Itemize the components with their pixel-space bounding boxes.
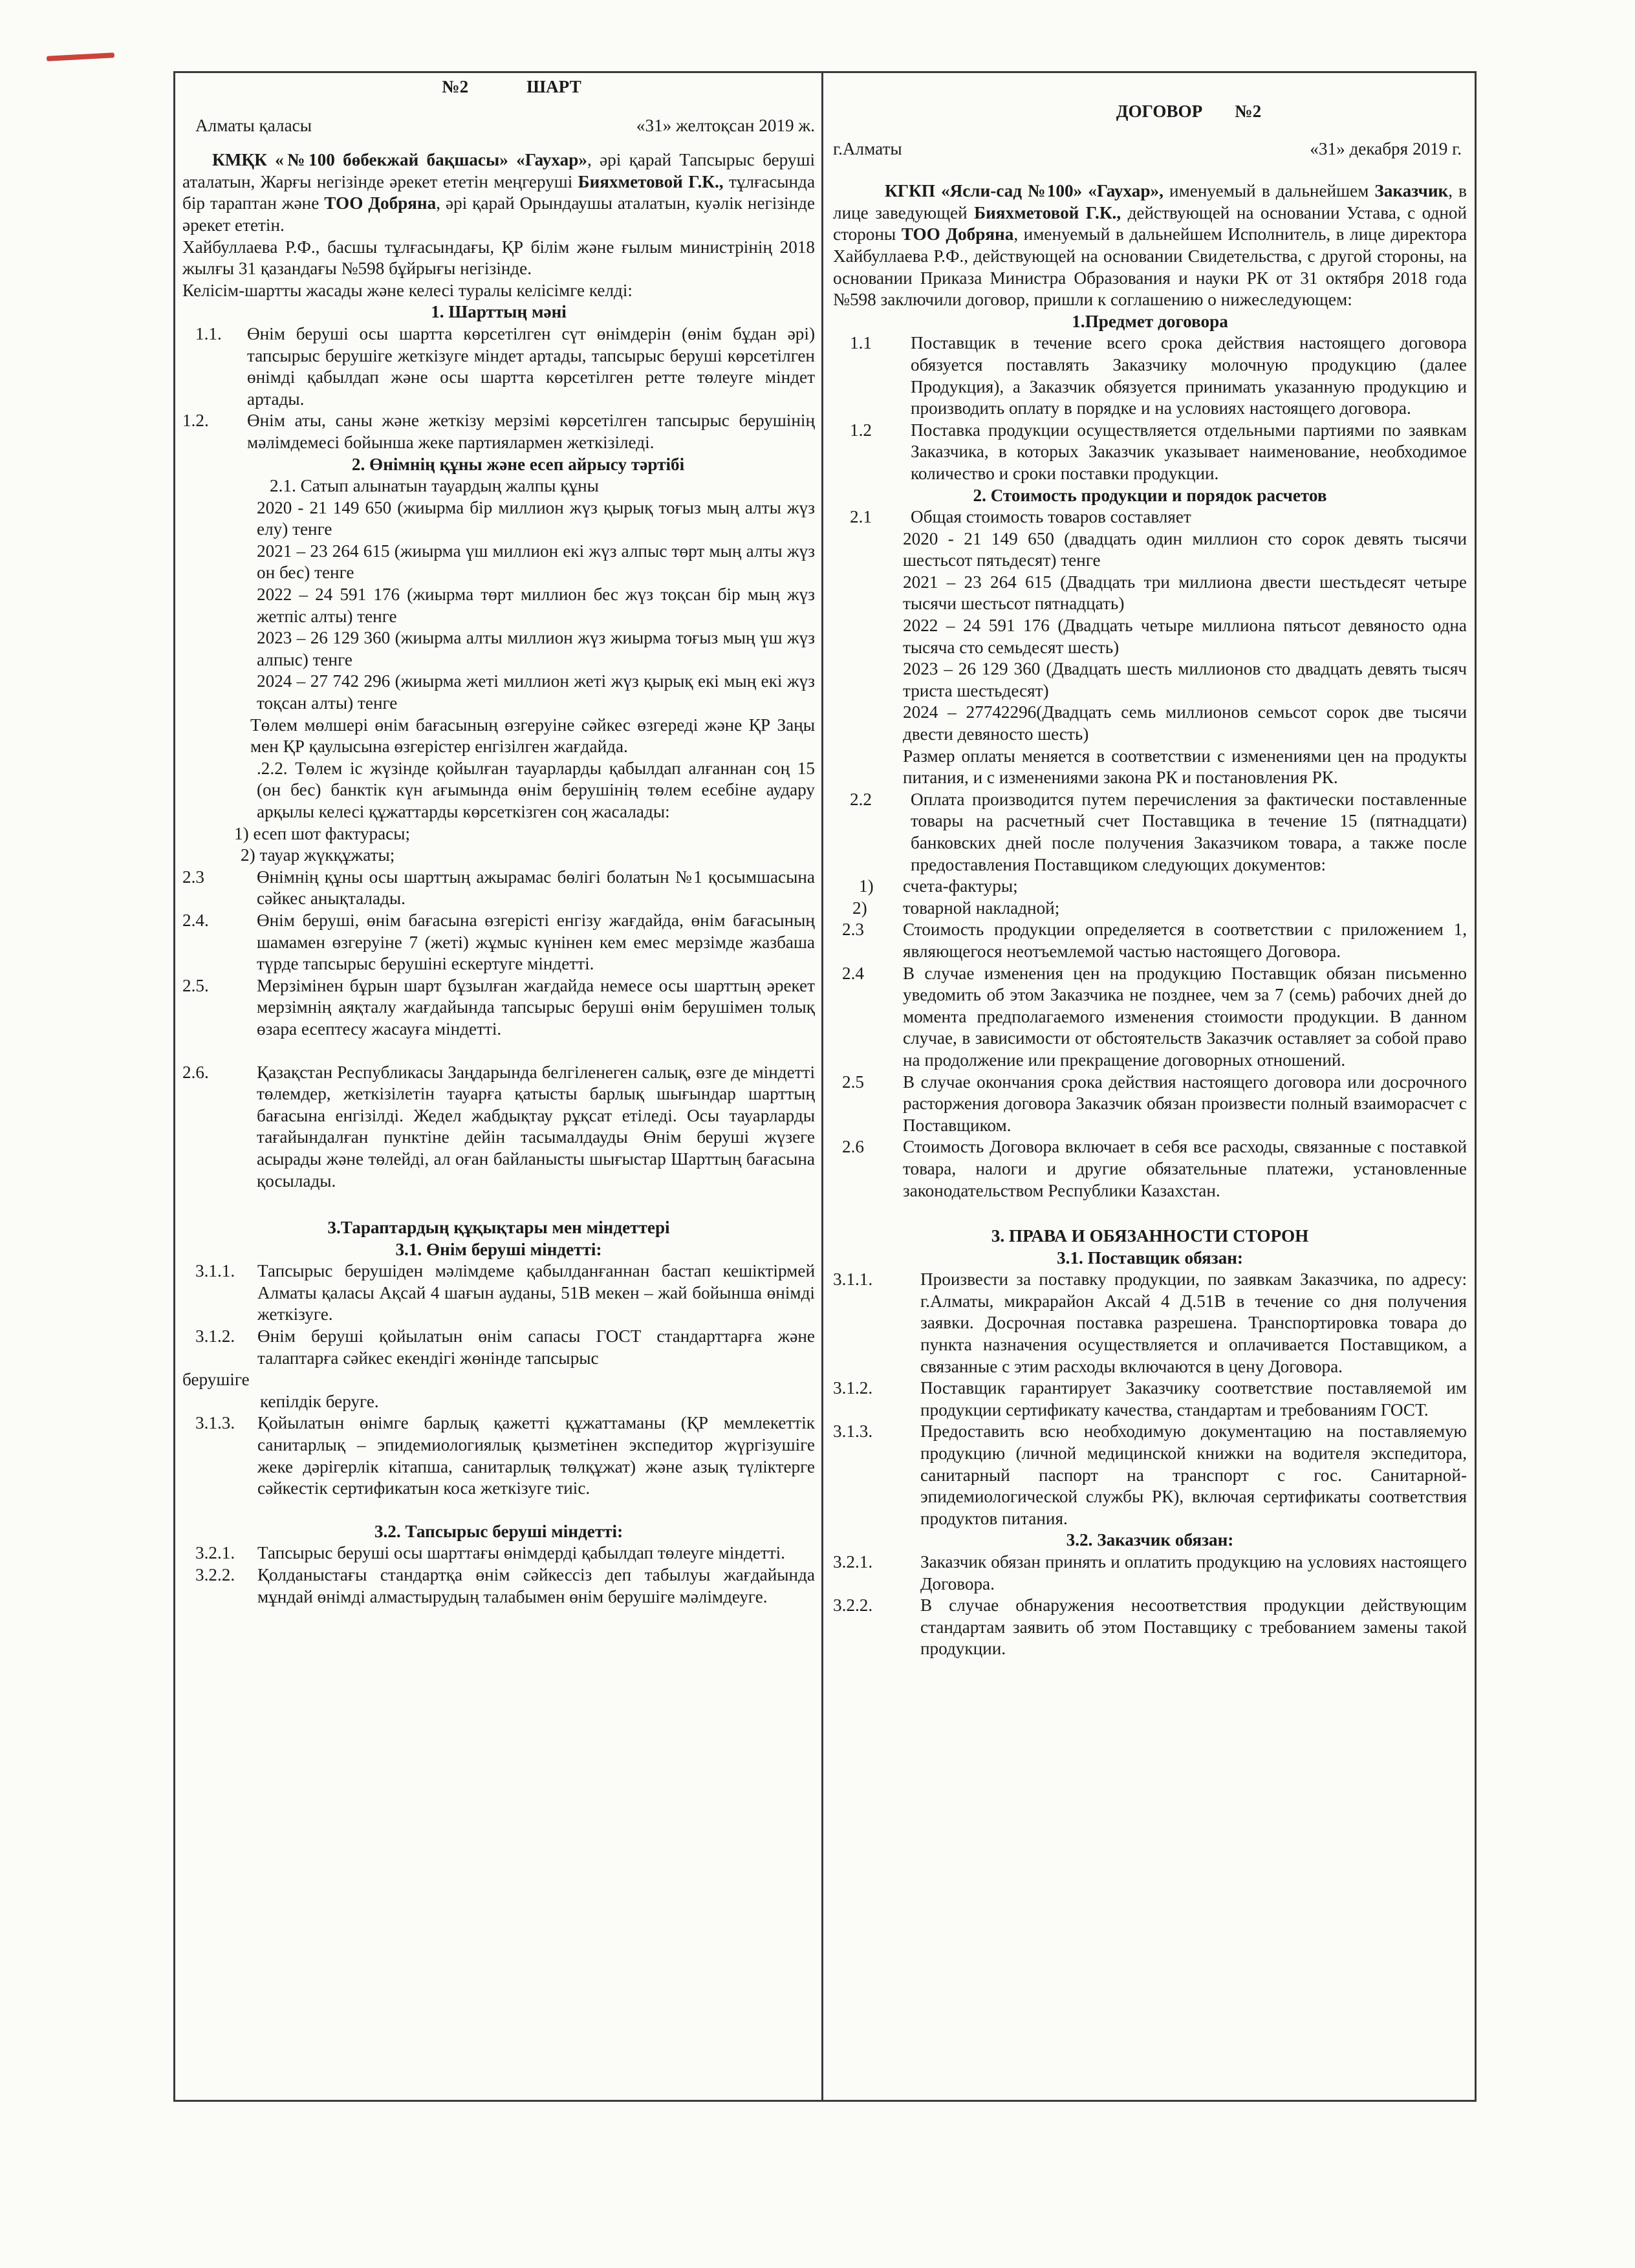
year-2023-kz: 2023 – 26 129 360 (жиырма алты миллион жүз жиырма тоғыз мың үш жүз алпыс) тенге <box>257 628 815 669</box>
intro-agree-kz: Келісім-шартты жасады және келесі туралы келісімге келді: <box>182 280 633 300</box>
clause-3-2-2-ru: 3.2.2. В случае обнаружения несоответствия продукции действующим стандартам заявить об этом Поставщику с требованием замены такой продукции. <box>833 1595 1467 1659</box>
year-2024-ru: 2024 – 27742296(Двадцать семь миллионов семьсот сорок две тысячи двести девяносто шесть) <box>903 702 1467 744</box>
year-2020-kz: 2020 - 21 149 650 (жиырма бір миллион жүз қырық тоғыз мың алты жүз елу) тенге <box>257 497 815 539</box>
place-date-ru <box>833 138 1467 160</box>
place-date-kz <box>182 115 815 137</box>
clause-3-1-2-ru: 3.1.2. Поставщик гарантирует Заказчику соответствие поставляемой им продукции сертификату качества, стандартам и требованиям ГОСТ. <box>833 1378 1467 1420</box>
date-kz: «31» желтоқсан 2019 ж. <box>636 115 815 135</box>
clause-2-1-kz: 2.1. Сатып алынатын тауардың жалпы құны <box>270 476 599 496</box>
section-3-1-title-ru: 3.1. Поставщик обязан: <box>1057 1247 1243 1268</box>
city-kz: Алматы қаласы <box>195 115 312 135</box>
contract-number-kz: №2 <box>442 77 469 96</box>
section-2-body-kz <box>182 475 815 823</box>
russian-column <box>833 76 1467 1660</box>
clause-2-4-kz: 2.4. Өнім беруші, өнім бағасына өзгерісті енгізу жағдайда, өнім бағасының шамамен өзгеруіне 7 (жеті) жұмыс күнінен кем емес мерзімде жазбаша түрде тапсырыс берушіні ескертуге міндетті. <box>182 910 815 974</box>
doc-waybill-ru: 2) товарной накладной; <box>852 898 1060 918</box>
section-2-years-ru <box>833 528 1467 789</box>
clause-1-1-ru: 1.1 Поставщик в течение всего срока действия настоящего договора обязуется поставлять Заказчику молочную продукцию (далее Продукция), а Заказчик обязуется принимать указанную продукцию и производить оплату в порядке и на условиях настоящего договора. <box>850 333 1467 418</box>
doc-waybill-kz: 2) тауар жүкқұжаты; <box>241 845 395 865</box>
clause-3-1-3-kz: 3.1.3. Қойылатын өнімге барлық қажетті құжаттаманы (ҚР мемлекеттік санитарлық – эпидемиологиялық қызметінен экспедитор жүргізушіге жеке дәрігерлік кітапша, санитарлық төлқұжат) және азық түліктерге сәйкестік сертификатын коса жеткізуге тиіс. <box>195 1413 815 1498</box>
clause-3-1-2-end-kz: кепілдік беруге. <box>260 1391 379 1411</box>
contract-title-ru <box>833 101 1467 123</box>
section-3-title-ru: 3. ПРАВА И ОБЯЗАННОСТИ СТОРОН <box>991 1226 1309 1246</box>
clause-2-5-ru: 2.5 В случае окончания срока действия настоящего договора или досрочного расторжения договора Заказчик обязан произвести полный взаиморасчет с Поставщиком. <box>842 1072 1467 1135</box>
year-2022-kz: 2022 – 24 591 176 (жиырма төрт миллион бес жүз тоқсан бір мың жүз жетпіс алты) тенге <box>257 585 815 626</box>
contract-word-kz: ШАРТ <box>526 77 581 96</box>
contract-number-ru: №2 <box>1235 102 1262 121</box>
clause-2-6-kz: 2.6. Қазақстан Республикасы Заңдарында белгіленеген салық, өзге де міндетті төлемдер, жеткізілетін тауарға қатысты барлық шығындар шарттың бағасына енгізілді. Жедел жабдықтау рұқсат етіледі. Осы тауарларды тағайындалған пунктіне дейін тасымалдауды Өнім беруші жүзеге асырады және төлейді, ал оған байланысты шығыстар Шарттың бағасына қосылады. <box>182 1062 815 1191</box>
clause-2-4-ru: 2.4 В случае изменения цен на продукцию Поставщик обязан письменно уведомить об этом Заказчика не позднее, чем за 7 (семь) рабочих дней до момента предполагаемого изменения стоимости продукции. В данном случае, в зависимости от обстоятельств Заказчик оставляет за собой право на продолжение или прекращение договорных отношений. <box>842 963 1467 1070</box>
section-3-title-kz: 3.Тараптардың құқықтары мен міндеттері <box>327 1218 670 1238</box>
clause-3-1-3-ru: 3.1.3. Предоставить всю необходимую документацию на поставляемую продукцию (личной медицинской книжки на водителя экспедитора, санитарный паспорт на транспорт с гос. Санитарной-эпидемиологической службы РК), включая сертификаты соответствия продуктов питания. <box>833 1421 1467 1528</box>
clause-2-2-ru: 2.2 Оплата производится путем перечисления за фактически поставленные товары на расчетный счет Поставщика в течение 15 (пятнадцати) банковских дней после получения Заказчиком товара, а также после предоставления Поставщиком следующих документов: <box>850 789 1467 874</box>
clause-2-2-kz: .2.2. Төлем іс жүзінде қойылған тауарларды қабылдап алғаннан соң 15 (он бес) банктік күн ағымында өнім берушінің төлем есебіне аудару арқылы келесі құжаттарды көрсеткізген соң жасалады: <box>257 758 815 821</box>
intro-ru: КГКП «Ясли-сад №100» «Гаухар», именуемый в дальнейшем Заказчик, в лице заведующей Бияхметовой Г.К., действующей на основании Устава, с одной стороны ТОО Добряна, именуемый в дальнейшем Исполнитель, в лице директора Хайбуллаева Р.Ф., действующей на основании Свидетельства, с другой стороны, на основании Приказа Министра Образования и науки РК от 31 октября 2018 года №598 заключили договор, пришли к соглашению о нижеследующем: <box>833 181 1467 310</box>
year-2022-ru: 2022 – 24 591 176 (Двадцать четыре миллиона пятьсот девяносто одна тысяча сто семьдесят шесть) <box>903 616 1467 657</box>
clause-3-2-1-kz: 3.2.1. Тапсырыс беруші осы шарттағы өнімдерді қабылдап төлеуге міндетті. <box>195 1543 785 1563</box>
clause-3-2-2-kz: 3.2.2. Қолданыстағы стандартқа өнім сәйкессіз деп табылуы жағдайында мұндай өнімді алмастырудың талабымен өнім берушіге мәлімдеуге. <box>195 1565 815 1606</box>
clause-2-5-kz: 2.5. Мерзімінен бұрын шарт бұзылған жағдайда немесе осы шарттың әрекет мерзімнің аяқталу жағдайында тапсырыс беруші өнім берушімен толық өзара есептесу жасауға міндетті. <box>182 975 815 1039</box>
section-1-title-kz: 1. Шарттың мәні <box>431 302 567 322</box>
contract-title-kz <box>182 76 815 98</box>
clause-3-1-1-kz: 3.1.1. Тапсырыс берушіден мәлімдеме қабылданғаннан бастап кешіктірмей Алматы қаласы Ақсай 4 шағын ауданы, 51В мекен – жай бойынша өнімді жеткізуге. <box>195 1261 815 1324</box>
clause-3-2-1-ru: 3.2.1. Заказчик обязан принять и оплатить продукцию на условиях настоящего Договора. <box>833 1552 1467 1593</box>
year-2020-ru: 2020 - 21 149 650 (двадцать один миллион сто сорок девять тысячи шестьсот пятьдесят) тенге <box>903 528 1467 570</box>
clause-3-1-2-kz: 3.1.2. Өнім беруші қойылатын өнім сапасы ГОСТ стандарттарға және талаптарға сәйкес екендігі жөнінде тапсырыс <box>195 1326 815 1368</box>
year-2021-kz: 2021 – 23 264 615 (жиырма үш миллион екі жүз алпыс төрт мың алты жүз он бес) тенге <box>257 541 815 583</box>
doc-invoice-kz: 1) есеп шот фактурасы; <box>234 823 411 843</box>
clause-1-1-kz: 1.1. Өнім беруші осы шартта көрсетілген сүт өнімдерін (өнім бұдан әрі) тапсырыс берушіге жеткізуге міндет артады, тапсырыс беруші көрсетілген өнімді қабылдап және осы шартта көрсетілген ретте төлеуге міндет артады. <box>195 323 815 409</box>
year-2023-ru: 2023 – 26 129 360 (Двадцать шесть миллионов сто двадцать девять тысяч триста шестьдесят) <box>903 659 1467 700</box>
doc-invoice-ru: 1) счета-фактуры; <box>859 876 1018 896</box>
section-3-2-title-kz: 3.2. Тапсырыс беруші міндетті: <box>374 1521 623 1541</box>
kazakh-column <box>182 76 815 1608</box>
price-note-ru: Размер оплаты меняется в соответствии с изменениями цен на продукты питания, и с изменениями закона РК и постановления РК. <box>903 746 1467 788</box>
clause-2-3-kz: 2.3 Өнімнің құны осы шарттың ажырамас бөлігі болатын №1 қосымшасына сәйкес анықталады. <box>182 867 815 909</box>
year-2024-kz: 2024 – 27 742 296 (жиырма жеті миллион жеті жүз қырық екі мың екі жүз тоқсан алты) тенге <box>257 671 815 713</box>
section-1-title-ru: 1.Предмет договора <box>1072 311 1228 331</box>
clause-2-1-ru: 2.1 Общая стоимость товаров составляет <box>850 507 1191 527</box>
section-3-1-title-kz: 3.1. Өнім беруші міндетті: <box>395 1239 602 1259</box>
clause-1-2-ru: 1.2 Поставка продукции осуществляется отдельными партиями по заявкам Заказчика, в которых Заказчик указывает наименование, необходимое количество и сроки поставки продукции. <box>850 420 1467 483</box>
clause-3-1-2-cont-kz: берушіге <box>182 1370 250 1390</box>
year-2021-ru: 2021 – 23 264 615 (Двадцать три миллиона двести шестьдесят четыре тысячи шестьсот пятнадцать) <box>903 572 1467 614</box>
intro-basis-kz: Хайбуллаева Р.Ф., басшы тұлғасындағы, ҚР білім және ғылым министрінің 2018 жылғы 31 қазандағы №598 бұйрығы негізінде. <box>182 237 815 279</box>
contract-word-ru: ДОГОВОР <box>1116 102 1203 121</box>
section-2-title-kz: 2. Өнімнің құны және есеп айрысу тәртібі <box>351 454 685 474</box>
city-ru: г.Алматы <box>833 138 902 158</box>
section-3-2-title-ru: 3.2. Заказчик обязан: <box>1066 1530 1234 1550</box>
clause-2-3-ru: 2.3 Стоимость продукции определяется в соответствии с приложением 1, являющегося неотъемлемой частью настоящего Договора. <box>842 920 1467 961</box>
column-divider <box>821 71 823 2102</box>
date-ru: «31» декабря 2019 г. <box>1310 138 1462 158</box>
red-pen-mark <box>47 52 114 61</box>
section-2-title-ru: 2. Стоимость продукции и порядок расчетов <box>973 485 1327 505</box>
clause-3-1-1-ru: 3.1.1. Произвести за поставку продукции, по заявкам Заказчика, по адресу: г.Алматы, микрарайон Аксай 4 Д.51В в течение со дня получения заявки. Досрочная поставка разрешена. Транспортировка товара до пункта назначения осуществляется и оплачивается Поставщиком, а связанные с этим расходы включаются в цену Договора. <box>833 1269 1467 1376</box>
intro-kz: КМҚК «№100 бөбекжай бақшасы» «Гаухар», әрі қарай Тапсырыс беруші аталатын, Жарғы негізінде әрекет ететін меңгеруші Бияхметовой Г.К., тұлғасында бір тараптан және ТОО Добряна, әрі қарай Орындаушы аталатын, куәлік негізінде әрекет ететін. <box>182 150 816 235</box>
clause-2-6-ru: 2.6 Стоимость Договора включает в себя все расходы, связанные с поставкой товара, налоги и другие обязательные платежи, установленные законодательством Республики Казахстан. <box>842 1137 1467 1200</box>
clause-1-2-kz: 1.2. Өнім аты, саны және жеткізу мерзімі көрсетілген тапсырыс берушінің мәлімдемесі бойынша жеке партиялармен жеткізіледі. <box>182 411 815 452</box>
price-note-kz: Төлем мөлшері өнім бағасының өзгеруіне сәйкес өзгереді және ҚР Заңы мен ҚР қаулысына өзгерістер енгізілген жағдайда. <box>250 715 815 757</box>
